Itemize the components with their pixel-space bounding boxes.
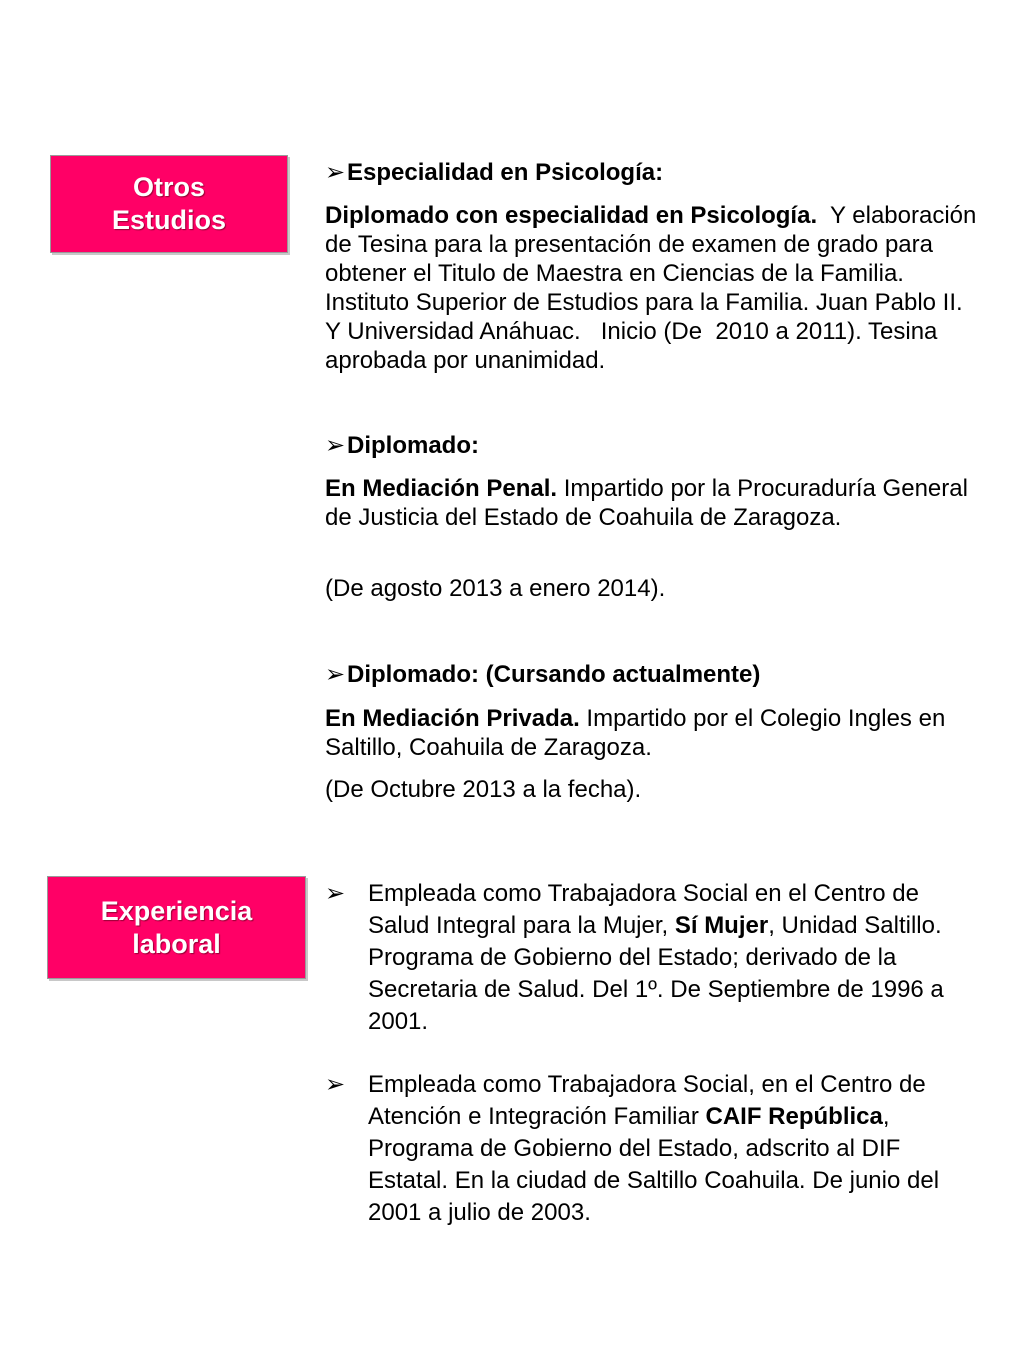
especialidad-text: Y elaboración de Tesina para la presentación de examen de grado para obtener el Titulo de Maestra en Ciencias de la Familia. Instituto Superior de Estudios para la Familia. Juan Pablo II. Y Universidad Anáhuac. Inicio (De 2010 a 2011). Tesina aprobada por unanimidad. bbox=[325, 202, 984, 374]
experiencia-title-line2: laboral bbox=[132, 928, 221, 959]
experiencia-item-1-bold: Sí Mujer bbox=[674, 912, 769, 939]
experiencia-item-2-text-after: , Programa de Gobierno del Estado, adscrito al DIF Estatal. En la ciudad de Saltillo Coahuila. De junio del 2001 a julio de 2003. bbox=[368, 1103, 940, 1226]
otros-estudios-title-line1: Otros bbox=[132, 172, 205, 202]
diplomado-penal-heading bbox=[325, 431, 479, 460]
diplomado-privada-heading-text: Diplomado: (Cursando actualmente) bbox=[347, 661, 761, 688]
experiencia-item-1-text bbox=[368, 878, 968, 1038]
especialidad-heading bbox=[325, 158, 663, 187]
experiencia-item-2-bold: CAIF República bbox=[705, 1103, 883, 1130]
arrow-bullet-icon: ➢ bbox=[325, 159, 346, 186]
especialidad-heading-text: Especialidad en Psicología: bbox=[347, 159, 664, 186]
diplomado-privada-heading bbox=[325, 660, 760, 689]
otros-estudios-label bbox=[50, 155, 288, 253]
arrow-bullet-icon: ➢ bbox=[325, 1071, 346, 1098]
experiencia-laboral-label bbox=[47, 876, 306, 979]
diplomado-privada-date: (De Octubre 2013 a la fecha). bbox=[325, 776, 642, 803]
arrow-bullet-icon: ➢ bbox=[325, 880, 346, 907]
diplomado-privada-bold-lead: En Mediación Privada. bbox=[325, 705, 580, 732]
experiencia-item-2 bbox=[325, 1069, 965, 1239]
experiencia-item-1 bbox=[325, 878, 965, 1048]
arrow-bullet-icon: ➢ bbox=[325, 661, 346, 688]
experiencia-item-1-text-after: , Unidad Saltillo. Programa de Gobierno del Estado; derivado de la Secretaria de Salud. Del 1º. De Septiembre de 1996 a 2001. bbox=[368, 912, 944, 1035]
arrow-bullet-icon: ➢ bbox=[325, 432, 346, 459]
diplomado-penal-heading-text: Diplomado: bbox=[347, 432, 479, 459]
experiencia-item-1-text-before: Empleada como Trabajadora Social en el Centro de Salud Integral para la Mujer, bbox=[368, 880, 919, 939]
diplomado-privada-paragraph bbox=[325, 704, 987, 762]
experiencia-item-2-text-before: Empleada como Trabajadora Social, en el Centro de Atención e Integración Familiar bbox=[368, 1071, 926, 1130]
experiencia-title-line1: Experiencia bbox=[100, 895, 253, 926]
diplomado-penal-date: (De agosto 2013 a enero 2014). bbox=[325, 575, 666, 602]
experiencia-item-2-text bbox=[368, 1069, 968, 1229]
especialidad-bold-lead: Diplomado con especialidad en Psicología. bbox=[325, 202, 818, 229]
diplomado-penal-bold-lead: En Mediación Penal. bbox=[325, 475, 558, 502]
diplomado-penal-paragraph bbox=[325, 474, 987, 532]
especialidad-paragraph bbox=[325, 201, 987, 375]
diplomado-penal-text: Impartido por la Procuraduría General de Justicia del Estado de Coahuila de Zaragoza. bbox=[325, 475, 968, 531]
otros-estudios-title-line2: Estudios bbox=[111, 205, 226, 235]
diplomado-privada-text: Impartido por el Colegio Ingles en Saltillo, Coahuila de Zaragoza. bbox=[325, 705, 946, 761]
